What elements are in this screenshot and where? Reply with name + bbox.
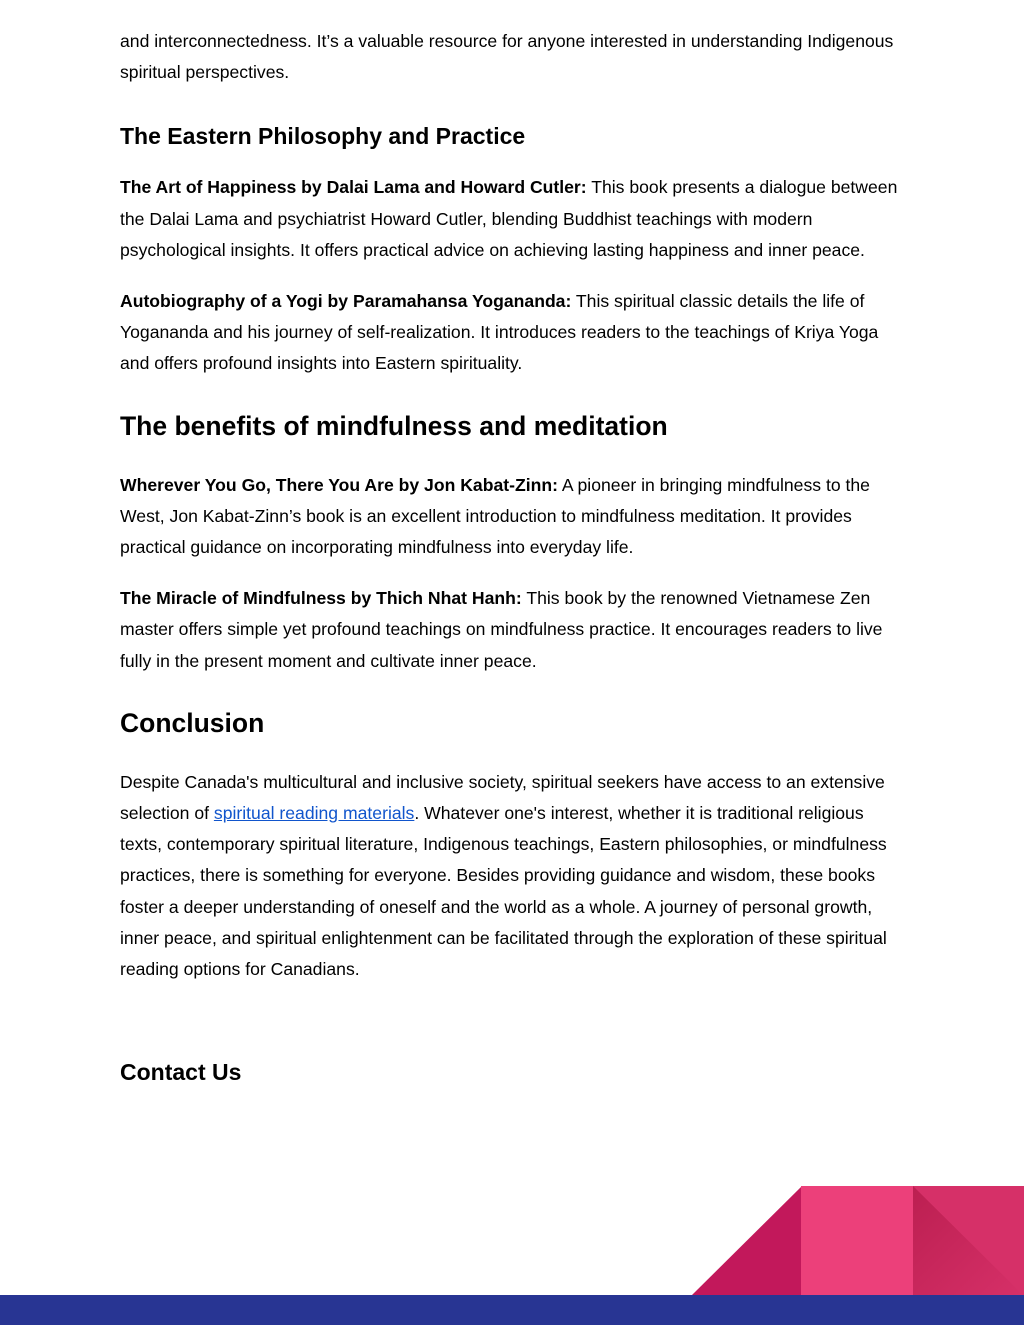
eastern-philosophy-heading: The Eastern Philosophy and Practice [120,123,526,150]
conclusion-heading: Conclusion [120,707,265,738]
book-description: This spiritual classic details the life of Yogananda and his journey of self-realization. It introduces readers to the teachings of Kriya Yoga and offers profound insights into Eastern spirituality. [120,291,879,374]
book-entry-miracle-of-mindfulness [120,583,910,677]
pink-block-shape [801,1186,914,1296]
contact-us-heading: Contact Us [120,1059,242,1085]
book-title: Wherever You Go, There You Are by Jon Kabat-Zinn: [120,474,558,495]
book-description: This book presents a dialogue between the Dalai Lama and psychiatrist Howard Cutler, blending Buddhist teachings with modern psychological insights. It offers practical advice on achieving lasting happiness and inner peace. [120,177,898,260]
spiritual-reading-materials-link[interactable]: spiritual reading materials [213,803,415,824]
rose-shadow-triangle-shape [913,1186,1024,1296]
rose-block-shape [913,1186,1024,1296]
book-title: The Miracle of Mindfulness by Thich Nhat Hanh: [120,588,522,609]
crimson-triangle-shape [692,1186,802,1295]
book-title: Autobiography of a Yogi by Paramahansa Yogananda: [120,291,572,312]
book-title: The Art of Happiness by Dalai Lama and Howard Cutler: [120,177,587,198]
footer-bar [0,1295,1024,1325]
book-description: This book by the renowned Vietnamese Zen master offers simple yet profound teachings on mindfulness practice. It encourages readers to live fully in the present moment and cultivate inner peace. [120,588,883,671]
book-entry-art-of-happiness [120,172,910,266]
conclusion-text-end: . Whatever one's interest, whether it is traditional religious texts, contemporary spiritual literature, Indigenous teachings, Eastern philosophies, or mindfulness practices, there is something for everyone. Besides providing guidance and wisdom, these books foster a deeper understanding of oneself and the world as a whole. A journey of personal growth, inner peace, and spiritual enlightenment can be facilitated through the exploration of these spiritual reading options for Canadians. [120,803,887,980]
document-content [120,26,910,985]
mindfulness-heading: The benefits of mindfulness and meditation [120,410,668,441]
intro-paragraph: and interconnectedness. It’s a valuable resource for anyone interested in understanding Indigenous spiritual perspectives. [120,31,894,83]
book-entry-wherever-you-go [120,470,910,564]
conclusion-paragraph [120,767,910,985]
book-entry-autobiography-of-a-yogi [120,286,910,380]
book-description: A pioneer in bringing mindfulness to the West, Jon Kabat-Zinn’s book is an excellent introduction to mindfulness meditation. It provides practical guidance on incorporating mindfulness into everyday life. [120,474,870,558]
conclusion-text-start: Despite Canada's multicultural and inclusive society, spiritual seekers have access to an extensive selection of [120,771,885,824]
